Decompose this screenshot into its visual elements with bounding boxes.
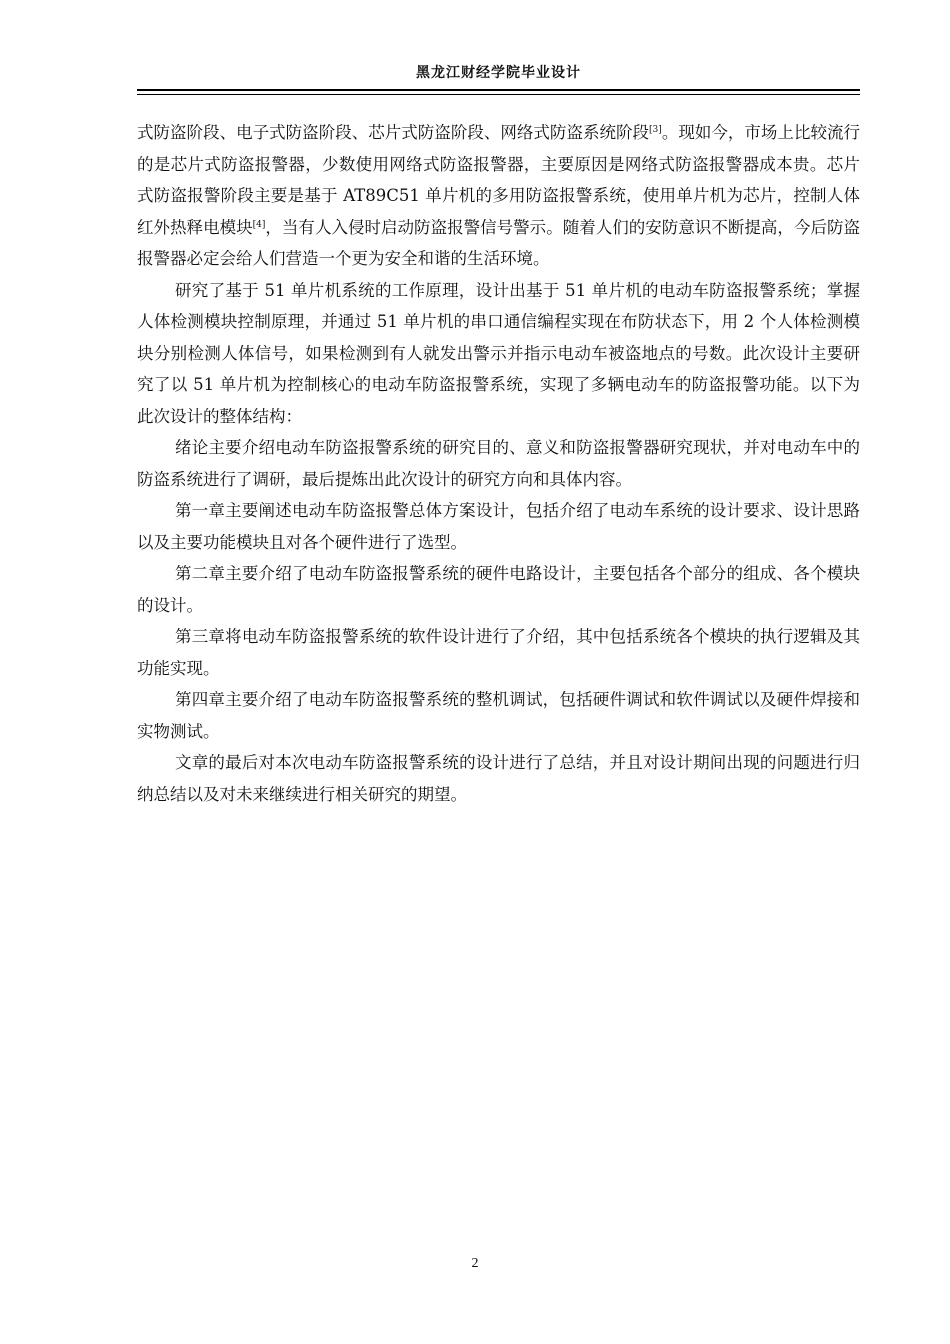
paragraph-1-text-a: 式防盗阶段、电子式防盗阶段、芯片式防盗阶段、网络式防盗系统阶段	[137, 123, 650, 142]
paragraph-1	[137, 117, 860, 275]
page-number: 2	[471, 1256, 479, 1271]
document-body	[137, 117, 860, 810]
citation-3: [3]	[649, 125, 662, 135]
paragraph-1-text-b: 。现如今，市场上比较流行的是芯片式防盗报警器，少数使用网络式防盗报警器，主要原因是网络式防盗报警器成本贵。芯片式防盗报警阶段主要是基于 AT89C51 单片机的多用防盗报警系统，使用单片机为芯片，控制人体红外热释电模块	[137, 123, 861, 237]
header-rule-thick	[137, 89, 860, 91]
paragraph-3: 绪论主要介绍电动车防盗报警系统的研究目的、意义和防盗报警器研究现状，并对电动车中的防盗系统进行了调研，最后提炼出此次设计的研究方向和具体内容。	[137, 438, 860, 489]
page-header-title: 黑龙江财经学院毕业设计	[416, 65, 581, 81]
paragraph-6: 第三章将电动车防盗报警系统的软件设计进行了介绍，其中包括系统各个模块的执行逻辑及其功能实现。	[137, 627, 860, 678]
header-rule-thin	[137, 94, 860, 95]
paragraph-1-text-c: ，当有人入侵时启动防盗报警信号警示。随着人们的安防意识不断提高，今后防盗报警器必定会给人们营造一个更为安全和谐的生活环境。	[137, 217, 861, 268]
paragraph-5: 第二章主要介绍了电动车防盗报警系统的硬件电路设计，主要包括各个部分的组成、各个模块的设计。	[137, 564, 860, 615]
paragraph-4: 第一章主要阐述电动车防盗报警总体方案设计，包括介绍了电动车系统的设计要求、设计思路以及主要功能模块且对各个硬件进行了选型。	[137, 501, 860, 552]
citation-4: [4]	[252, 219, 266, 230]
paragraph-7: 第四章主要介绍了电动车防盗报警系统的整机调试，包括硬件调试和软件调试以及硬件焊接和实物测试。	[137, 690, 860, 741]
paragraph-8: 文章的最后对本次电动车防盗报警系统的设计进行了总结，并且对设计期间出现的问题进行归纳总结以及对未来继续进行相关研究的期望。	[137, 753, 860, 804]
paragraph-2: 研究了基于 51 单片机系统的工作原理，设计出基于 51 单片机的电动车防盗报警系统；掌握人体检测模块控制原理，并通过 51 单片机的串口通信编程实现在布防状态下，用 2 个人体检测模块分别检测人体信号，如果检测到有人就发出警示并指示电动车被盗地点的号数。此次设计主要研究了以 51 单片机为控制核心的电动车防盗报警系统，实现了多辆电动车的防盗报警功能。以下为此次设计的整体结构：	[137, 280, 860, 426]
